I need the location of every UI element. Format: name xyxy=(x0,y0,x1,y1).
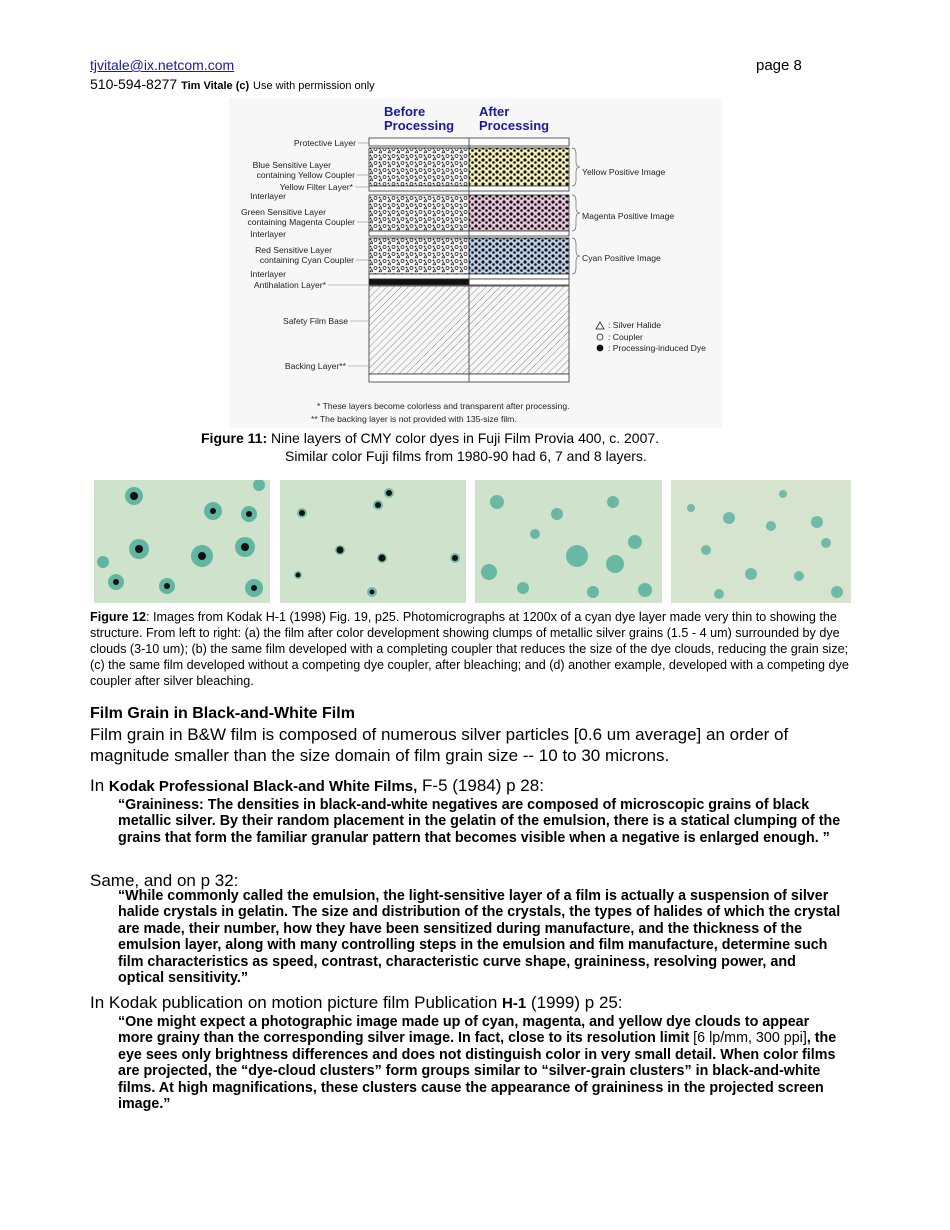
label-yellow-image: Yellow Positive Image xyxy=(582,167,666,177)
label-base: Safety Film Base xyxy=(283,316,348,326)
citation-1-title: Kodak Professional Black-and White Films, xyxy=(108,778,418,795)
author-credit: Tim Vitale (c) xyxy=(181,80,250,92)
figure11-caption-line1: Nine layers of CMY color dyes in Fuji Film Provia 400, c. 2007. xyxy=(271,430,660,446)
label-yellow-filter: Yellow Filter Layer* xyxy=(279,182,353,192)
before-heading-line1: Before xyxy=(384,104,426,119)
quote-3-bracket: [6 lp/mm, 300 ppi] xyxy=(693,1030,807,1047)
label-red-1: Red Sensitive Layer xyxy=(255,245,332,255)
quote-1: “Graininess: The densities in black-and-white negatives are composed of microscopic grains of black metallic silver. By their random placement in the gelatin of the emulsion, there is a statical clumping of the grains that form the familiar granular pattern that becomes visible when a negative is enlarged enough. ” xyxy=(118,797,841,846)
figure11-caption-line2: Similar color Fuji films from 1980-90 had 6, 7 and 8 layers. xyxy=(285,448,647,464)
label-protective: Protective Layer xyxy=(293,138,356,148)
section-intro: Film grain in B&W film is composed of numerous silver particles [0.6 um average] an order of magnitude smaller than the size domain of film grain size -- 10 to 30 microns. xyxy=(90,725,789,765)
film-layer-diagram xyxy=(229,98,722,428)
dye-dot-icon xyxy=(597,345,604,352)
label-green-1: Green Sensitive Layer xyxy=(240,207,326,217)
citation-3-suffix: (1999) p 25: xyxy=(526,993,623,1012)
label-interlayer-2: Interlayer xyxy=(250,229,286,239)
label-blue-2: containing Yellow Coupler xyxy=(256,170,355,180)
label-interlayer-3: Interlayer xyxy=(250,269,286,279)
micrograph-a xyxy=(94,480,270,603)
section-heading: Film Grain in Black-and-White Film xyxy=(90,705,355,722)
diagram-legend xyxy=(596,320,706,353)
page-number: page 8 xyxy=(756,57,802,74)
label-red-2: containing Cyan Coupler xyxy=(259,255,354,265)
after-heading-line1: After xyxy=(479,104,510,119)
figure12-caption-text: : Images from Kodak H-1 (1998) Fig. 19, p25. Photomicrographs at 1200x of a cyan dye layer made very thin to showing the structure. From left to right: (a) the film after color development showing clumps of metallic silver grains (1.5 - 4 um) surrounded by dye clouds (3-10 um); (b) the same film developed with a completing coupler that reduces the size of the dye clouds, reducing the grain size; (c) the same film developed without a competing dye coupler, after bleaching; and (d) another example, developed with a competing dye coupler after silver bleaching. xyxy=(90,610,849,688)
diagram-note-2: ** The backing layer is not provided with 135-size film. xyxy=(311,414,517,424)
figure12-caption xyxy=(90,609,860,689)
quote-3-part2: , the eye sees only brightness differences and does not distinguish color in very small detail. When color films are projected, the “dye-cloud clusters” form groups similar to “silver-grain clusters” in black-and-white films. At high magnifications, these clusters cause the appearance of graininess in the projected screen image.” xyxy=(118,1030,837,1113)
figure11-label: Figure 11: xyxy=(201,430,268,446)
legend-coupler: : Coupler xyxy=(608,332,643,342)
micrograph-c xyxy=(475,480,662,603)
before-heading-line2: Processing xyxy=(384,118,455,133)
figure12-label: Figure 12 xyxy=(90,610,146,624)
label-magenta-image: Magenta Positive Image xyxy=(582,211,675,221)
green-layer-before xyxy=(369,195,469,231)
halide-triangle-icon xyxy=(596,322,604,329)
antihalation-layer xyxy=(369,279,469,285)
author-email-link[interactable]: tjvitale@ix.netcom.com xyxy=(90,57,235,73)
citation-1-suffix: F-5 (1984) p 28: xyxy=(417,776,544,795)
label-antihalation: Antihalation Layer* xyxy=(253,280,326,290)
citation-1-prefix: In xyxy=(90,776,109,795)
blue-layer-before xyxy=(369,148,469,186)
label-green-2: containing Magenta Coupler xyxy=(247,217,355,227)
label-cyan-image: Cyan Positive Image xyxy=(582,253,661,263)
diagram-note-1: * These layers become colorless and transparent after processing. xyxy=(317,401,570,411)
micrograph-d xyxy=(671,480,851,603)
phone-number: 510-594-8277 xyxy=(90,76,178,92)
label-blue-1: Blue Sensitive Layer xyxy=(252,160,331,170)
legend-dye: : Processing-induced Dye xyxy=(608,343,706,353)
citation-1 xyxy=(90,776,544,796)
figure11-caption xyxy=(201,429,659,465)
citation-3-prefix: In Kodak publication on motion picture film Publication xyxy=(90,993,503,1012)
film-layer-diagram-svg xyxy=(229,98,722,428)
citation-2: Same, and on p 32: xyxy=(90,871,239,890)
permission-note: Use with permission only xyxy=(253,80,375,92)
citation-3 xyxy=(90,993,623,1013)
contact-line xyxy=(90,76,375,92)
quote-2: “While commonly called the emulsion, the light-sensitive layer of a film is actually a suspension of silver halide crystals in gelatin. The size and distribution of the crystals, the types of halides of which the crystal are made, their number, how they have been sensitized during manufacture, and the thickness of the emulsion layer, along with many controlling steps in the emulsion and film manufacture, determine such film characteristics as speed, contrast, characteristic curve shape, graininess, resolving power, and optical sensitivity.” xyxy=(118,888,841,987)
quote-3 xyxy=(118,1014,843,1112)
red-layer-before xyxy=(369,238,469,274)
label-interlayer-1: Interlayer xyxy=(250,191,286,201)
label-backing: Backing Layer** xyxy=(284,361,346,371)
citation-3-title: H-1 xyxy=(502,995,527,1012)
quote-3-part1: “One might expect a photographic image made up of cyan, magenta, and yellow dye clouds to appear more grainy than the corresponding silver image. In fact, close to its resolution limit xyxy=(118,1014,810,1047)
coupler-circle-icon xyxy=(597,334,603,340)
after-heading-line2: Processing xyxy=(479,118,550,133)
micrograph-b xyxy=(280,480,466,603)
legend-halide: : Silver Halide xyxy=(608,320,662,330)
